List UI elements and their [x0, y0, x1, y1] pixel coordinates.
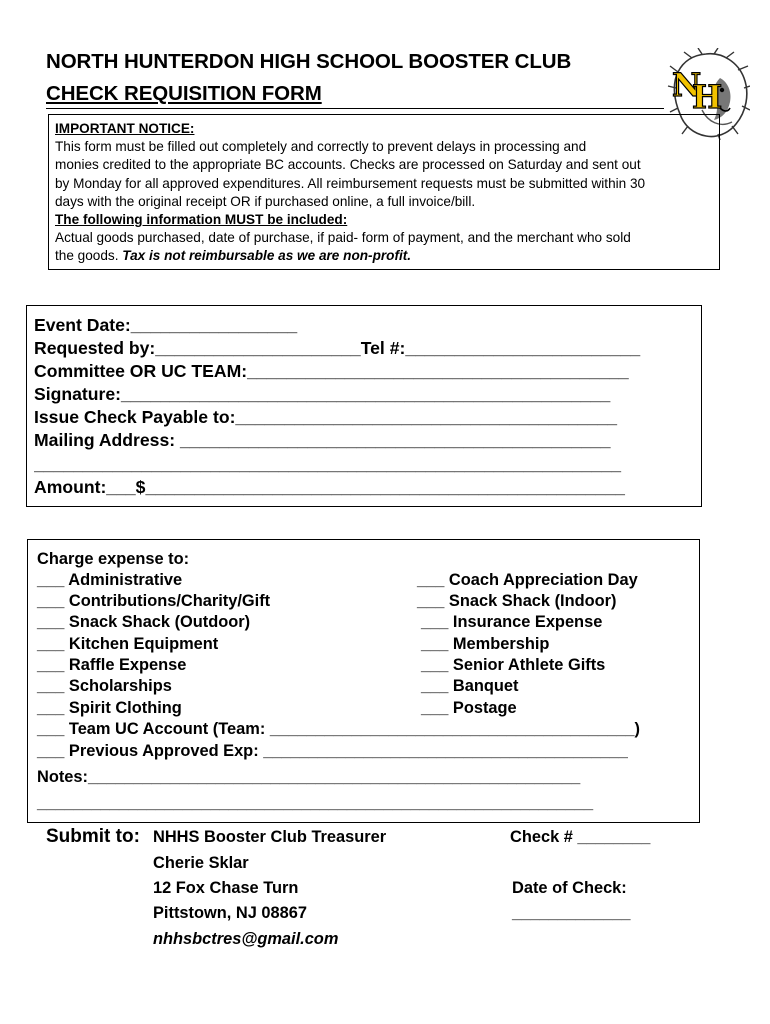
notice-line: days with the original receipt OR if purchased online, a full invoice/bill. [55, 193, 476, 209]
treasurer-city: Pittstown, NJ 08867 [153, 904, 307, 922]
charge-option-kitchen-equipment[interactable]: ___ Kitchen Equipment [37, 635, 219, 653]
charge-expense-box [27, 539, 700, 823]
submit-label: Submit to: [46, 826, 140, 847]
notice-heading: IMPORTANT NOTICE: [55, 121, 195, 136]
charge-option-spirit-clothing[interactable]: ___ Spirit Clothing [37, 699, 182, 717]
notes-line2-field[interactable]: _____________________________________________________________ [37, 794, 594, 812]
notice-line: by Monday for all approved expenditures. All reimbursement requests must be submitted within 30 [55, 175, 646, 191]
logo-letter-n: N [672, 66, 702, 104]
payable-to-field[interactable]: Issue Check Payable to:_______________________________________ [34, 407, 618, 428]
mailing-address-line2-field[interactable]: ____________________________________________________________ [34, 453, 622, 474]
charge-option-banquet[interactable]: ___ Banquet [421, 677, 519, 695]
amount-field[interactable]: Amount:___$_________________________________________________ [34, 476, 625, 497]
charge-option-insurance-expense[interactable]: ___ Insurance Expense [421, 613, 603, 631]
date-of-check-label: Date of Check: [512, 879, 627, 897]
logo-letter-h: H [692, 78, 723, 116]
charge-option-membership[interactable]: ___ Membership [421, 635, 550, 653]
event-date-field[interactable]: Event Date:_________________ [34, 315, 298, 335]
charge-option-administrative[interactable]: ___ Administrative [37, 571, 183, 589]
notice-subheading: The following information MUST be included: [55, 212, 348, 228]
charge-option-snack-shack-indoor[interactable]: ___ Snack Shack (Indoor) [417, 592, 617, 610]
notice-body-prefix: the goods. [55, 248, 119, 264]
mailing-address-field[interactable]: Mailing Address: ____________________________________________ [34, 430, 611, 451]
charge-option-coach-appreciation[interactable]: ___ Coach Appreciation Day [417, 571, 638, 589]
title-line-1: NORTH HUNTERDON HIGH SCHOOL BOOSTER CLUB [46, 50, 572, 73]
charge-option-scholarships[interactable]: ___ Scholarships [37, 677, 172, 695]
charge-option-contributions[interactable]: ___ Contributions/Charity/Gift [37, 592, 271, 610]
charge-option-senior-athlete-gifts[interactable]: ___ Senior Athlete Gifts [421, 656, 606, 674]
notice-body-line [55, 247, 713, 265]
treasurer-street: 12 Fox Chase Turn [153, 879, 299, 897]
check-number-field[interactable]: Check # ________ [510, 828, 651, 846]
tax-notice: Tax is not reimbursable as we are non-profit. [122, 248, 412, 264]
charge-heading: Charge expense to: [37, 550, 190, 568]
notice-line: monies credited to the appropriate BC accounts. Checks are processed on Saturday and sent out [55, 157, 641, 173]
title-divider [46, 108, 664, 109]
notice-line: This form must be filled out completely and correctly to prevent delays in processing and [55, 139, 587, 155]
treasurer-email[interactable]: nhhsbctres@gmail.com [153, 930, 339, 948]
charge-option-snack-shack-outdoor[interactable]: ___ Snack Shack (Outdoor) [37, 613, 251, 631]
submit-recipient: NHHS Booster Club Treasurer [153, 828, 387, 846]
date-of-check-field[interactable]: _____________ [512, 904, 631, 922]
committee-team-field[interactable]: Committee OR UC TEAM:_______________________________________ [34, 361, 629, 382]
charge-option-postage[interactable]: ___ Postage [421, 699, 517, 717]
notes-field[interactable]: Notes:______________________________________________________ [37, 768, 581, 786]
requested-by-tel-field[interactable]: Requested by:_____________________Tel #:________________________ [34, 338, 641, 359]
notice-body-line: Actual goods purchased, date of purchase, if paid- form of payment, and the merchant who sold [55, 230, 631, 246]
previous-approved-exp-field[interactable]: ___ Previous Approved Exp: ________________________________________ [37, 742, 628, 760]
signature-field[interactable]: Signature:__________________________________________________ [34, 384, 611, 405]
treasurer-name: Cherie Sklar [153, 854, 249, 872]
important-notice-box [48, 114, 720, 270]
team-uc-account-field[interactable]: ___ Team UC Account (Team: ________________________________________) [37, 720, 640, 738]
title-line-2: CHECK REQUISITION FORM [46, 82, 322, 105]
request-info-box [26, 305, 702, 507]
charge-option-raffle-expense[interactable]: ___ Raffle Expense [37, 656, 187, 674]
